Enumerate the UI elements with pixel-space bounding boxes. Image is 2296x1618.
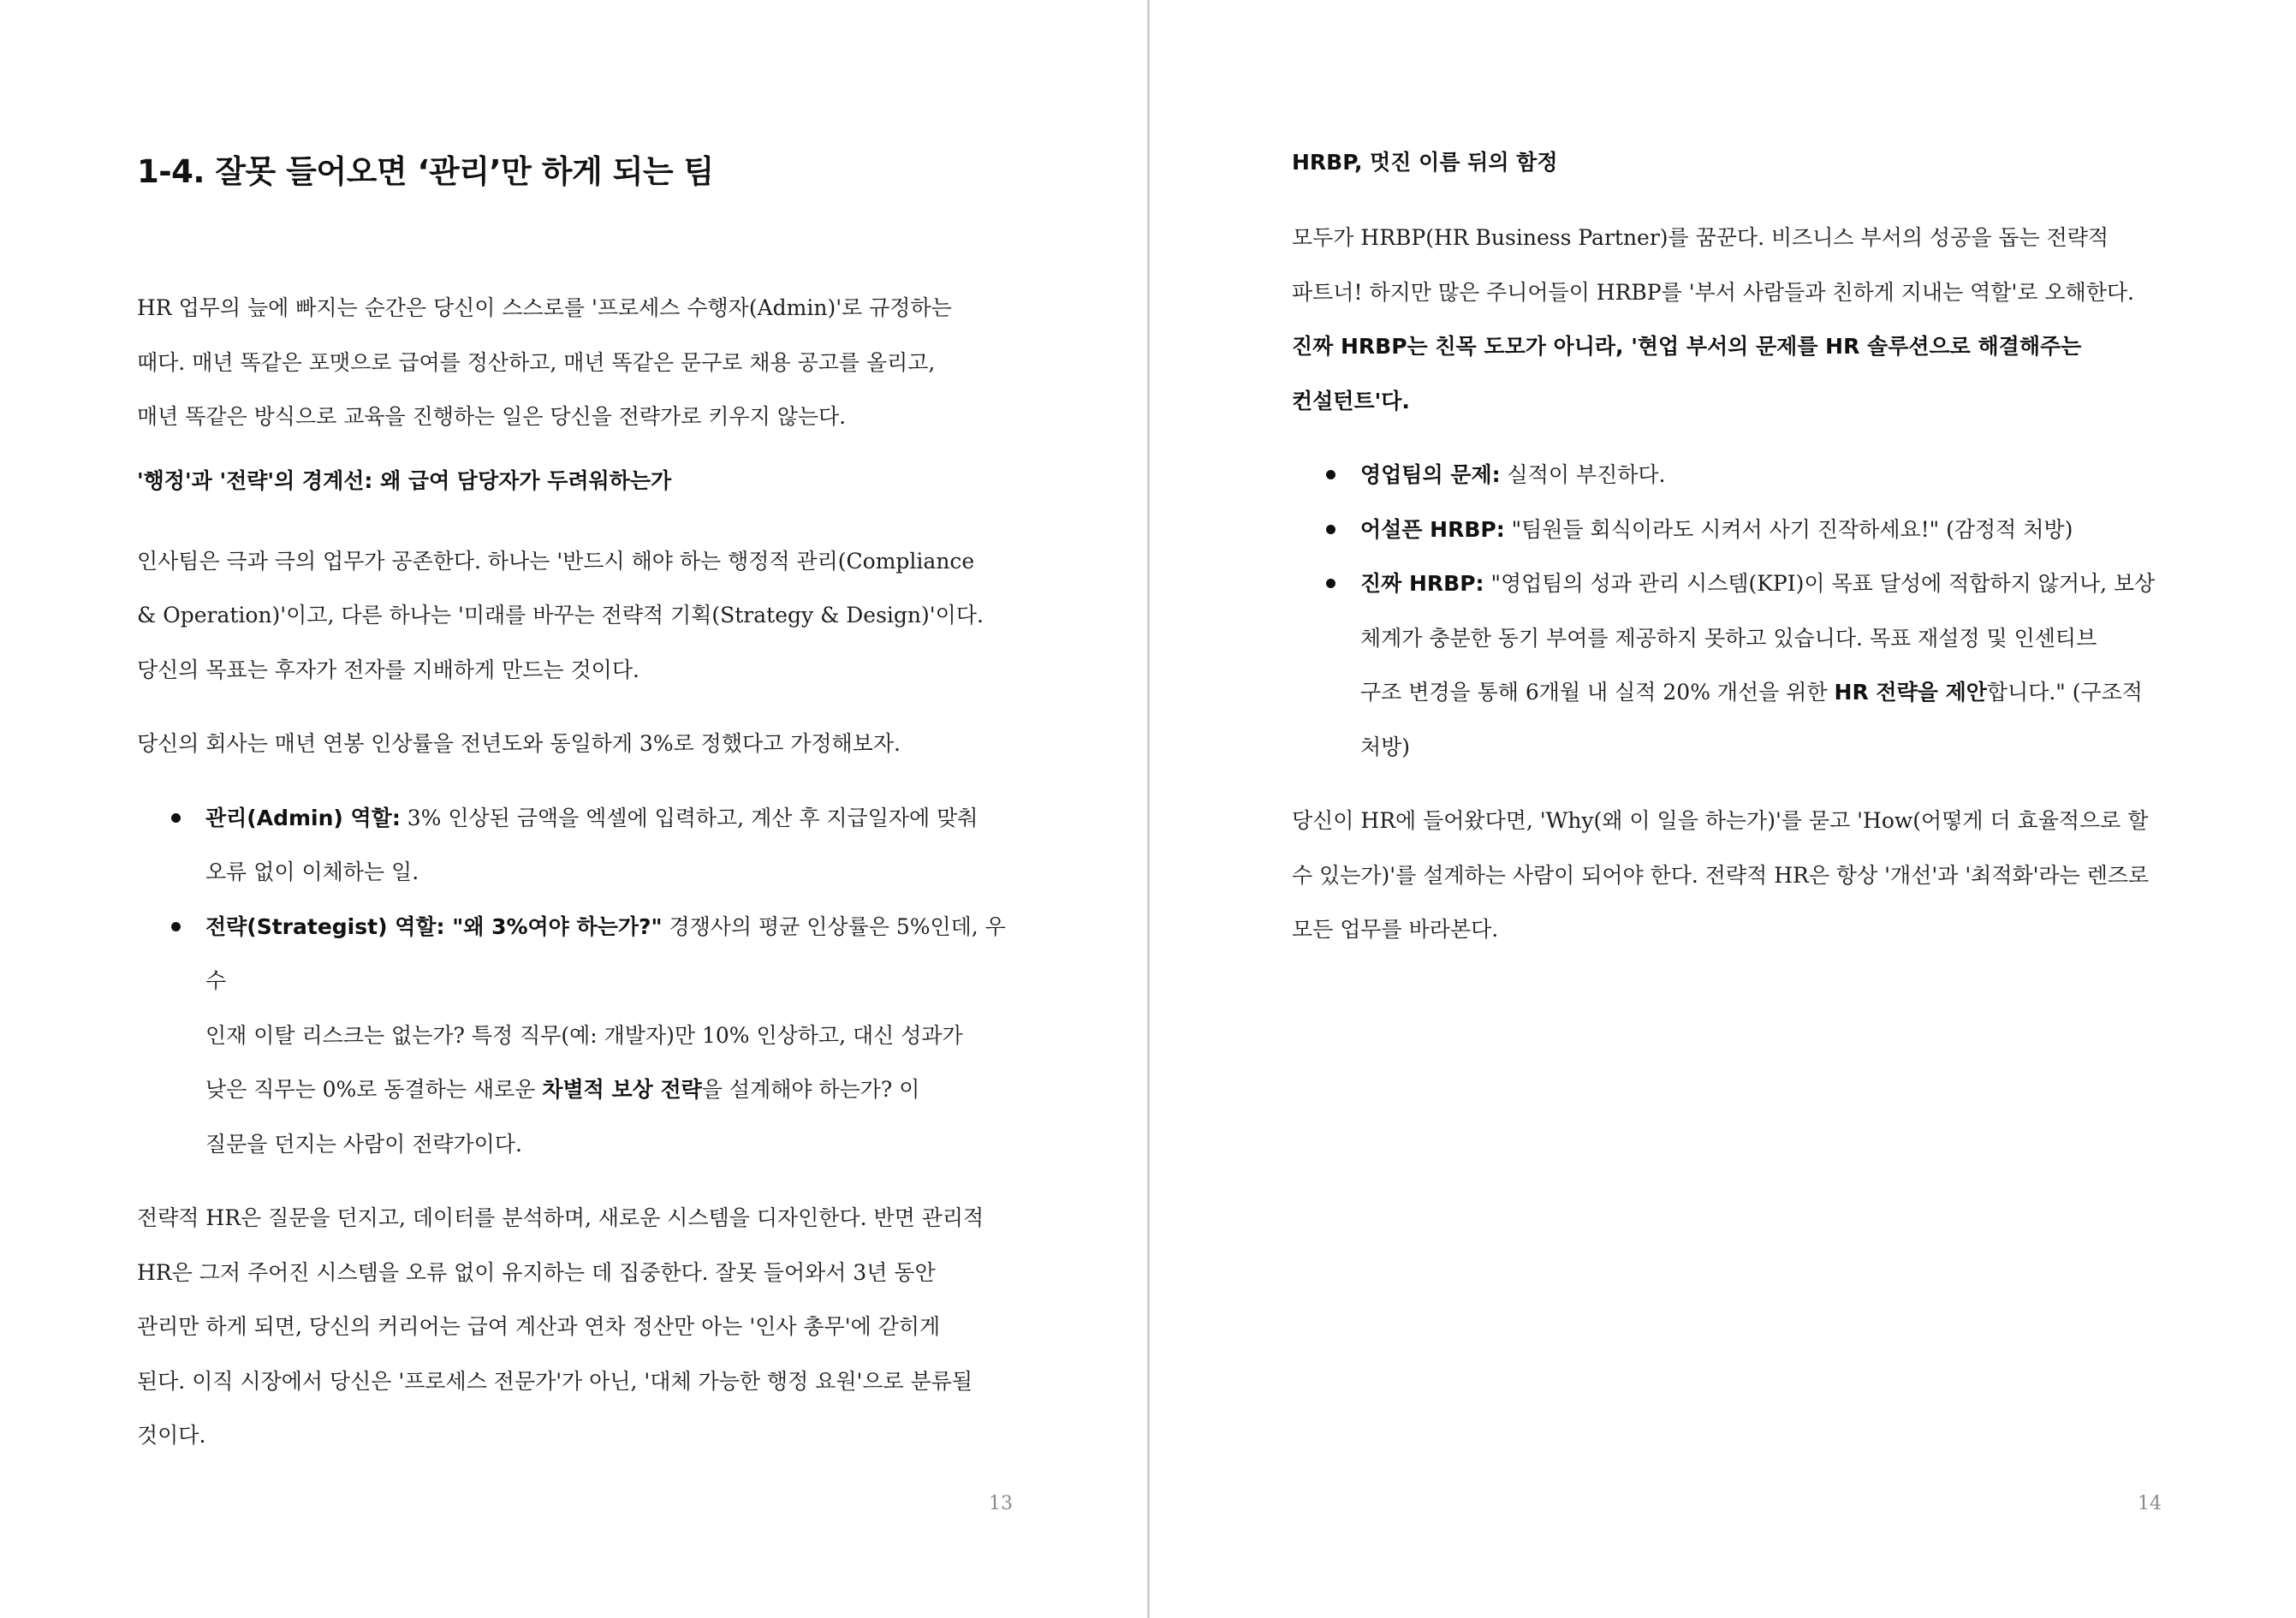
text-line: 오류 없이 이체하는 일. (205, 860, 419, 884)
text-line: 된다. 이직 시장에서 당신은 '프로세스 전문가'가 아닌, '대체 가능한 행정 요원'으로 분류될 (137, 1368, 973, 1394)
text-line: 합니다." (구조적 (1986, 680, 2143, 705)
closing-paragraph (1292, 794, 2199, 957)
bullet-label: 어설픈 HRBP: (1360, 516, 1505, 542)
section-heading: HRBP, 멋진 이름 뒤의 함정 (1292, 150, 1558, 175)
bullet-label: 전략(Strategist) 역할: "왜 3%여야 하는가?" (205, 913, 663, 939)
emphasis-text: 차별적 보상 전략 (542, 1077, 702, 1102)
text-line: 당신이 HR에 들어왔다면, 'Why(왜 이 일을 하는가)'를 묻고 'How(어떻게 더 효율적으로 할 (1292, 808, 2149, 833)
text-line: 것이다. (137, 1423, 206, 1448)
text-line: 질문을 던지는 사람이 전략가이다. (205, 1131, 522, 1157)
list-item (1292, 503, 2199, 557)
text-line: HR은 그저 주어진 시스템을 오류 없이 유지하는 데 집중한다. 잘못 들어와서 3년 동안 (137, 1259, 936, 1285)
text-line: 매년 똑같은 방식으로 교육을 진행하는 일은 당신을 전략가로 키우지 않는다. (137, 404, 847, 429)
emphasis-text: 컨설턴트'다. (1292, 388, 1410, 413)
left-page (0, 0, 1147, 1618)
closing-paragraph (137, 1191, 1010, 1463)
bullet-icon (171, 813, 181, 823)
right-page (1150, 0, 2296, 1618)
bullet-list (137, 791, 1010, 1172)
intro-paragraph (1292, 211, 2199, 428)
list-item (1292, 556, 2199, 774)
intro-paragraph (137, 281, 1010, 444)
text-line: 모든 업무를 바라본다. (1292, 917, 1499, 942)
text-line: HR 업무의 늪에 빠지는 순간은 당신이 스스로를 '프로세스 수행자(Admin)'로 규정하는 (137, 295, 952, 320)
text-line: 구조 변경을 통해 6개월 내 실적 20% 개선을 위한 (1360, 680, 1835, 705)
text-line: "영업팀의 성과 관리 시스템(KPI)이 목표 달성에 적합하지 않거나, 보상 (1484, 571, 2156, 596)
bullet-label: 관리(Admin) 역할: (205, 805, 401, 830)
text-line: 3% 인상된 금액을 엑셀에 입력하고, 계산 후 지급일자에 맞춰 (400, 805, 978, 830)
text-line: 당신의 목표는 후자가 전자를 지배하게 만드는 것이다. (137, 657, 639, 682)
text-line: 인사팀은 극과 극의 업무가 공존한다. 하나는 '반드시 해야 하는 행정적 관리(Compliance (137, 548, 975, 574)
bullet-icon (171, 922, 181, 931)
text-line: 수 있는가)'를 설계하는 사람이 되어야 한다. 전략적 HR은 항상 '개선'과 '최적화'라는 렌즈로 (1292, 862, 2150, 888)
text-line: 관리만 하게 되면, 당신의 커리어는 급여 계산과 연차 정산만 아는 '인사 총무'에 갇히게 (137, 1314, 941, 1339)
bullet-label: 영업팀의 문제: (1360, 462, 1501, 487)
emphasis-text: HR 전략을 제안 (1834, 680, 1987, 705)
page-number: 14 (2138, 1493, 2162, 1514)
chapter-title: 1-4. 잘못 들어오면 ‘관리’만 하게 되는 팀 (137, 153, 714, 190)
text-line: 낮은 직무는 0%로 동결하는 새로운 (205, 1077, 543, 1102)
right-page-content (1292, 146, 2199, 957)
text-line: 실적이 부진하다. (1500, 462, 1666, 487)
bullet-icon (1326, 470, 1335, 479)
bullet-label: 진짜 HRBP: (1360, 571, 1484, 596)
list-item (1292, 448, 2199, 503)
section-heading: '행정'과 '전략'의 경계선: 왜 급여 담당자가 두려워하는가 (137, 467, 672, 493)
body-paragraph (137, 534, 1010, 698)
text-line: 모두가 HRBP(HR Business Partner)를 꿈꾼다. 비즈니스 부서의 성공을 돕는 전략적 (1292, 225, 2109, 250)
text-line: 처방) (1360, 734, 1411, 759)
left-page-content (137, 146, 1010, 1463)
text-line: 파트너! 하지만 많은 주니어들이 HRBP를 '부서 사람들과 친하게 지내는 역할'로 오해한다. (1292, 279, 2134, 305)
list-item (137, 900, 1010, 1172)
text-line: 체계가 충분한 동기 부여를 제공하지 못하고 있습니다. 목표 재설정 및 인센티브 (1360, 625, 2097, 651)
text-line: & Operation)'이고, 다른 하나는 '미래를 바꾸는 전략적 기획(Strategy & Design)'이다. (137, 603, 984, 628)
text-line: "팀원들 회식이라도 시켜서 사기 진작하세요!" (감정적 처방) (1504, 516, 2073, 542)
emphasis-text: 진짜 HRBP는 친목 도모가 아니라, '현업 부서의 문제를 HR 솔루션으로 해결해주는 (1292, 334, 2082, 359)
text-line: 인재 이탈 리스크는 없는가? 특정 직무(예: 개발자)만 10% 인상하고, 대신 성과가 (205, 1022, 963, 1048)
text-line: 을 설계해야 하는가? 이 (701, 1077, 920, 1102)
text-line: 때다. 매년 똑같은 포맷으로 급여를 정산하고, 매년 똑같은 문구로 채용 공고를 올리고, (137, 349, 936, 375)
body-paragraph: 당신의 회사는 매년 연봉 인상률을 전년도와 동일하게 3%로 정했다고 가정해보자. (137, 731, 901, 756)
bullet-list (1292, 448, 2199, 774)
text-line: 경쟁사의 평균 인상률은 5%인데, 우수 (205, 913, 1006, 993)
bullet-icon (1326, 579, 1335, 588)
text-line: 전략적 HR은 질문을 던지고, 데이터를 분석하며, 새로운 시스템을 디자인한다. 반면 관리적 (137, 1205, 984, 1230)
list-item (137, 791, 1010, 900)
page-number: 13 (989, 1493, 1013, 1514)
bullet-icon (1326, 525, 1335, 534)
